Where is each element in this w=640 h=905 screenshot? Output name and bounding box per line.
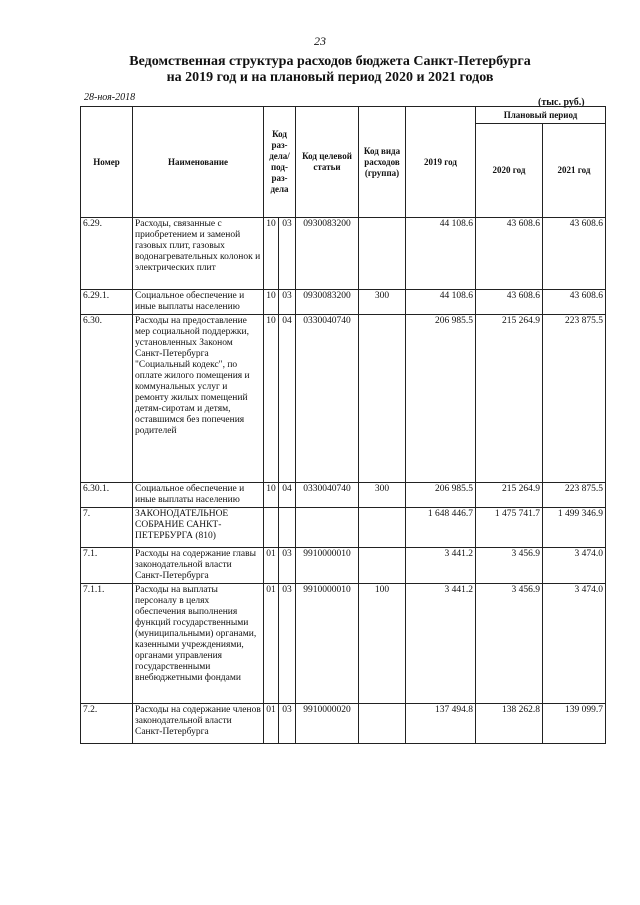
cell-sub: 04 [279, 483, 296, 508]
cell-sec [264, 508, 279, 548]
cell-sub: 03 [279, 290, 296, 315]
cell-y2020: 3 456.9 [476, 584, 543, 704]
header-2020: 2020 год [476, 124, 543, 218]
header-kind: Код вида расходов (группа) [359, 107, 406, 218]
table-row [81, 315, 606, 483]
cell-kind [359, 508, 406, 548]
cell-target: 0930083200 [296, 218, 359, 290]
cell-kind: 300 [359, 290, 406, 315]
cell-sec: 01 [264, 584, 279, 704]
cell-sec: 10 [264, 218, 279, 290]
cell-y2019: 3 441.2 [406, 584, 476, 704]
cell-y2019: 1 648 446.7 [406, 508, 476, 548]
table-row [81, 584, 606, 704]
cell-kind [359, 315, 406, 483]
cell-num: 7.1.1. [81, 584, 133, 704]
cell-y2020: 43 608.6 [476, 290, 543, 315]
table-row [81, 508, 606, 548]
cell-kind [359, 218, 406, 290]
cell-name: Расходы на предоставление мер социальной поддержки, установленных Законом Санкт-Петербурга "Социальный кодекс", по оплате жилого помещения и коммунальных услуг и ремонту жилых помещений детям-сиротам и детям, оставшимся без попечения родителей [133, 315, 264, 483]
cell-num: 7.1. [81, 548, 133, 584]
cell-name: Расходы на содержание членов законодательной власти Санкт-Петербурга [133, 704, 264, 744]
cell-y2019: 206 985.5 [406, 315, 476, 483]
document-date: 28-ноя-2018 [84, 92, 136, 103]
header-name: Наименование [133, 107, 264, 218]
cell-sec: 10 [264, 483, 279, 508]
cell-y2020: 215 264.9 [476, 315, 543, 483]
cell-target: 9910000010 [296, 584, 359, 704]
page-number: 23 [314, 34, 326, 48]
cell-y2021: 43 608.6 [543, 218, 606, 290]
cell-y2020: 215 264.9 [476, 483, 543, 508]
cell-y2020: 43 608.6 [476, 218, 543, 290]
table-row [81, 548, 606, 584]
cell-sec: 01 [264, 704, 279, 744]
cell-kind [359, 704, 406, 744]
header-number: Номер [81, 107, 133, 218]
header-2021: 2021 год [543, 124, 606, 218]
cell-name: Расходы на выплаты персоналу в целях обеспечения выполнения функций государственными (муниципальными) органами, казенными учреждениями, органами управления государственными внебюджетными фондами [133, 584, 264, 704]
cell-target: 9910000020 [296, 704, 359, 744]
cell-sec: 10 [264, 290, 279, 315]
cell-y2021: 1 499 346.9 [543, 508, 606, 548]
cell-kind: 100 [359, 584, 406, 704]
cell-y2021: 3 474.0 [543, 548, 606, 584]
cell-sub: 03 [279, 548, 296, 584]
table-row [81, 704, 606, 744]
cell-sec: 01 [264, 548, 279, 584]
title-line-1: Ведомственная структура расходов бюджета Санкт-Петербурга [129, 54, 531, 69]
table-body [81, 218, 606, 744]
cell-target: 9910000010 [296, 548, 359, 584]
cell-target: 0330040740 [296, 315, 359, 483]
cell-num: 6.30. [81, 315, 133, 483]
cell-y2021: 43 608.6 [543, 290, 606, 315]
cell-num: 7. [81, 508, 133, 548]
cell-name: Расходы на содержание главы законодательной власти Санкт-Петербурга [133, 548, 264, 584]
cell-name: Социальное обеспечение и иные выплаты населению [133, 290, 264, 315]
cell-y2020: 1 475 741.7 [476, 508, 543, 548]
cell-num: 7.2. [81, 704, 133, 744]
cell-target: 0330040740 [296, 483, 359, 508]
cell-num: 6.29. [81, 218, 133, 290]
cell-sub: 03 [279, 584, 296, 704]
cell-num: 6.30.1. [81, 483, 133, 508]
cell-y2021: 139 099.7 [543, 704, 606, 744]
cell-sub: 03 [279, 704, 296, 744]
cell-y2020: 3 456.9 [476, 548, 543, 584]
cell-target: 0930083200 [296, 290, 359, 315]
budget-table [80, 106, 606, 744]
cell-y2019: 44 108.6 [406, 218, 476, 290]
table-row [81, 290, 606, 315]
document-title [60, 54, 600, 86]
header-2019: 2019 год [406, 107, 476, 218]
cell-name: Расходы, связанные с приобретением и заменой газовых плит, газовых водонагревательных колонок и электрических плит [133, 218, 264, 290]
units-label: (тыс. руб.) [538, 97, 585, 108]
cell-y2021: 3 474.0 [543, 584, 606, 704]
title-line-2: на 2019 год и на плановый период 2020 и 2021 годов [166, 70, 494, 85]
cell-y2021: 223 875.5 [543, 483, 606, 508]
cell-y2019: 137 494.8 [406, 704, 476, 744]
header-section: Код раз-дела/ под-раз-дела [264, 107, 296, 218]
table-row [81, 218, 606, 290]
cell-y2019: 44 108.6 [406, 290, 476, 315]
cell-sub: 03 [279, 218, 296, 290]
cell-y2020: 138 262.8 [476, 704, 543, 744]
cell-num: 6.29.1. [81, 290, 133, 315]
header-row [81, 107, 606, 124]
cell-name: Социальное обеспечение и иные выплаты населению [133, 483, 264, 508]
cell-y2019: 3 441.2 [406, 548, 476, 584]
header-target: Код целевой статьи [296, 107, 359, 218]
cell-name: ЗАКОНОДАТЕЛЬНОЕ СОБРАНИЕ САНКТ-ПЕТЕРБУРГА (810) [133, 508, 264, 548]
cell-sub: 04 [279, 315, 296, 483]
cell-sub [279, 508, 296, 548]
cell-target [296, 508, 359, 548]
cell-y2021: 223 875.5 [543, 315, 606, 483]
cell-y2019: 206 985.5 [406, 483, 476, 508]
header-plan: Плановый период [476, 107, 606, 124]
table-row [81, 483, 606, 508]
cell-sec: 10 [264, 315, 279, 483]
cell-kind: 300 [359, 483, 406, 508]
cell-kind [359, 548, 406, 584]
